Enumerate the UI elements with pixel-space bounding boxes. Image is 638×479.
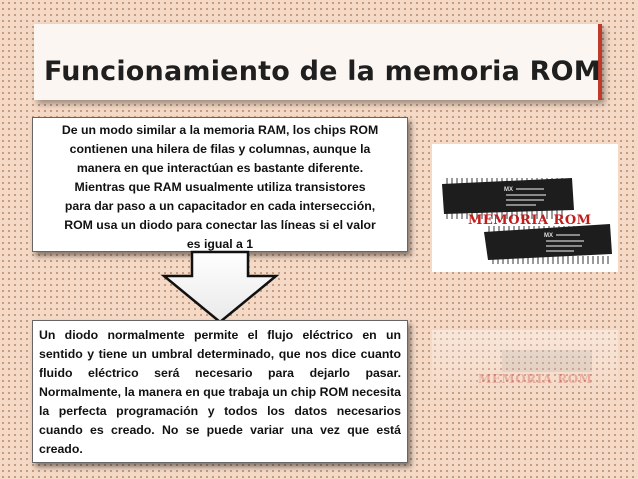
photo-caption: MEMORIA ROM — [468, 213, 592, 228]
text-line: para dar paso a un capacitador en cada intersección, — [64, 199, 376, 213]
text-line: manera en que interactúan es bastante diferente. — [76, 161, 364, 175]
text-line: es igual a 1 — [186, 237, 254, 251]
photo-caption-reflection: MEMORIA ROM — [478, 372, 593, 386]
text-box-ram-comparison — [32, 117, 408, 252]
rom-chips-image — [432, 144, 618, 272]
text-line: ROM usa un diodo para conectar las líneas si el valor — [64, 218, 376, 232]
chip-reflection-image — [432, 330, 618, 400]
text-line: contienen una hilera de filas y columnas, aunque la — [69, 142, 371, 156]
paragraph-diode: Un diodo normalmente permite el flujo eléctrico en un sentido y tiene un umbral determinado, que nos dice cuanto fluido eléctrico será necesario para dejarlo pasar. Normalmente, la manera en que trabaja un chip ROM necesita la perfecta programación y todos los datos necesarios cuando es creado. No se puede variar una vez que está creado. — [39, 328, 401, 456]
down-arrow-icon — [160, 250, 280, 324]
text-line: Mientras que RAM usualmente utiliza transistores — [74, 180, 366, 194]
svg-text:MX: MX — [544, 233, 553, 239]
text-line: De un modo similar a la memoria RAM, los chips ROM — [61, 123, 379, 137]
title-box — [34, 24, 602, 100]
svg-text:MX: MX — [504, 187, 513, 193]
slide-title: Funcionamiento de la memoria ROM — [44, 56, 601, 87]
text-box-diode — [32, 320, 408, 463]
